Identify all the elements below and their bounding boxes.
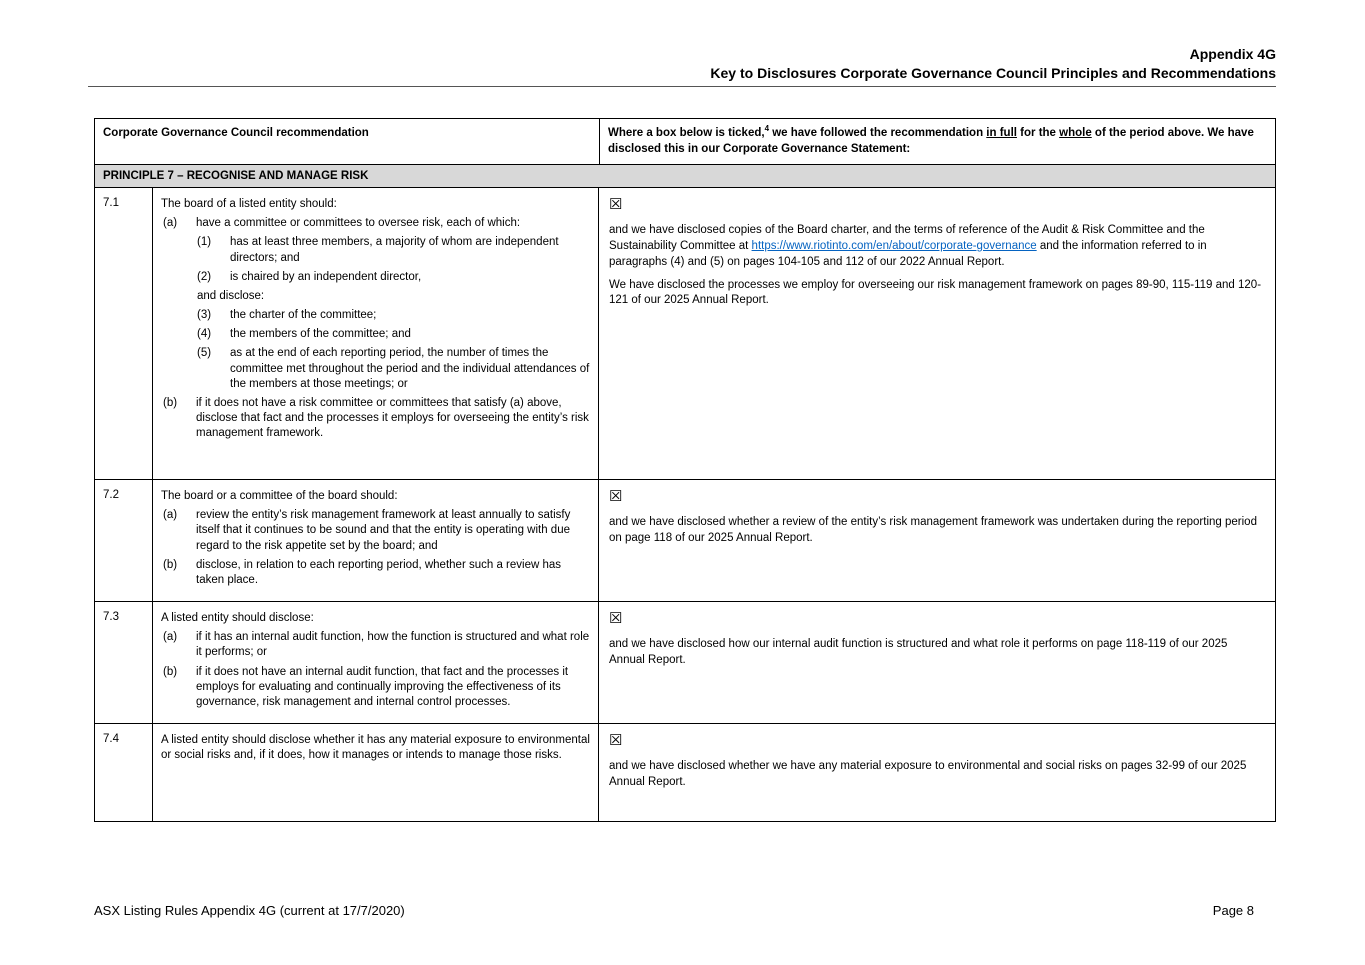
recommendation-line [163, 558, 590, 588]
row-number: 7.3 [95, 602, 153, 723]
recommendation-text: the charter of the committee; [230, 309, 377, 322]
list-item-label: (5) [197, 347, 212, 360]
document-title: Key to Disclosures Corporate Governance Council Principles and Recommendations [710, 64, 1276, 81]
recommendation-line [163, 508, 590, 554]
list-item-label: (a) [163, 217, 178, 230]
text-segment: and we have disclosed copies of the Board charter, and the terms of reference of the Audit & Risk Committee and the Sustainability Committee at [609, 224, 1205, 252]
disclosure-table [94, 118, 1276, 822]
recommendation-line [161, 489, 590, 504]
recommendation-text: disclose, in relation to each reporting period, whether such a review has taken place. [196, 558, 562, 586]
text-segment: and we have disclosed whether a review of the entity’s risk management framework was undertaken during the reporting period on page 118 of our 2025 Annual Report. [609, 516, 1257, 544]
row-number: 7.2 [95, 480, 153, 601]
recommendation-cell [153, 724, 599, 821]
checked-checkbox-icon: ☒ [609, 196, 623, 214]
recommendation-line [197, 270, 590, 285]
appendix-title: Appendix 4G [1189, 46, 1276, 62]
footer-left: ASX Listing Rules Appendix 4G (current at 17/7/2020) [94, 903, 405, 918]
recommendation-cell [153, 188, 599, 479]
recommendation-line [161, 197, 590, 212]
list-item-label: (4) [197, 328, 212, 341]
recommendation-text: have a committee or committees to oversee risk, each of which: [196, 217, 521, 230]
list-item-label: (b) [163, 558, 178, 571]
principle-banner: PRINCIPLE 7 – RECOGNISE AND MANAGE RISK [95, 164, 1275, 187]
list-item-label: (a) [163, 631, 178, 644]
disclosure-paragraph [609, 515, 1265, 547]
checked-checkbox-icon: ☒ [609, 610, 623, 628]
disclosure-paragraph [609, 637, 1265, 669]
recommendation-line [161, 733, 590, 763]
disclosure-cell [599, 602, 1275, 723]
row-number: 7.1 [95, 188, 153, 479]
recommendation-text: if it does not have an internal audit function, that fact and the processes it employs for evaluating and continually improving the effectiveness of its governance, risk management and internal control processes. [196, 665, 569, 708]
recommendation-text: as at the end of each reporting period, the number of times the committee met throughout the period and the individual attendances of the members at those meetings; or [230, 347, 590, 390]
text-segment: for the [1016, 127, 1060, 139]
recommendation-text: The board or a committee of the board should: [161, 490, 398, 503]
text-segment: We have disclosed the processes we employ for overseeing our risk management framework on pages 89-90, 115-119 and 120-121 of our 2025 Annual Report. [609, 278, 1262, 307]
table-header-row [95, 119, 1275, 164]
footer-right: Page 8 [1212, 903, 1254, 918]
disclosure-paragraph [609, 759, 1265, 791]
underlined-text: in full [986, 127, 1017, 139]
disclosure-paragraph [609, 223, 1265, 271]
row-number: 7.4 [95, 724, 153, 821]
recommendation-line [197, 327, 590, 342]
footnote-reference: 4 [764, 124, 770, 134]
recommendation-cell [153, 480, 599, 601]
text-segment: and the information referred to in paragraphs (4) and (5) on pages 104-105 and 112 of our 2022 Annual Report. [609, 239, 1207, 268]
list-item-label: (b) [163, 665, 178, 678]
text-segment: Where a box below is ticked, [608, 127, 765, 139]
recommendation-text: has at least three members, a majority of whom are independent directors; and [230, 236, 559, 264]
list-item-label: (a) [163, 509, 178, 522]
checked-checkbox-icon: ☒ [609, 488, 623, 506]
header-divider [88, 86, 1276, 87]
text-segment: and we have disclosed how our internal audit function is structured and what role it performs on page 118-119 of our 2025 Annual Report. [609, 638, 1228, 666]
table-row [95, 479, 1275, 601]
recommendation-column-header: Corporate Governance Council recommendation [95, 119, 600, 164]
text-segment: of the period above. We have disclosed this in our Corporate Governance Statement: [608, 127, 1254, 155]
recommendation-line [163, 665, 590, 711]
checked-checkbox-icon: ☒ [609, 732, 623, 750]
recommendation-line [163, 396, 590, 442]
disclosure-cell [599, 188, 1275, 479]
underlined-text: whole [1059, 127, 1092, 139]
recommendation-text: if it has an internal audit function, how the function is structured and what role it performs; or [196, 631, 590, 659]
recommendation-text: and disclose: [197, 289, 265, 302]
page-footer [94, 903, 1254, 918]
text-segment: and we have disclosed whether we have any material exposure to environmental and social risks on pages 32-99 of our 2025 Annual Report. [609, 760, 1247, 788]
recommendation-text: the members of the committee; and [230, 328, 411, 341]
text-segment: we have followed the recommendation [769, 127, 987, 139]
table-row [95, 723, 1275, 821]
list-item-label: (2) [197, 270, 212, 283]
disclosure-paragraph [609, 278, 1265, 310]
hyperlink[interactable]: https://www.riotinto.com/en/about/corporate-governance [751, 239, 1037, 252]
recommendation-line [163, 216, 590, 231]
recommendation-text: The board of a listed entity should: [161, 198, 337, 211]
recommendation-line [197, 308, 590, 323]
recommendation-line [197, 289, 590, 304]
disclosure-column-header [600, 119, 1275, 164]
list-item-label: (3) [197, 309, 212, 322]
recommendation-text: A listed entity should disclose: [161, 612, 314, 625]
recommendation-cell [153, 602, 599, 723]
list-item-label: (1) [197, 236, 212, 249]
recommendation-line [197, 235, 590, 265]
recommendation-line [163, 630, 590, 660]
list-item-label: (b) [163, 396, 178, 409]
recommendation-line [161, 611, 590, 626]
disclosure-cell [599, 480, 1275, 601]
recommendation-text: if it does not have a risk committee or committees that satisfy (a) above, disclose that fact and the processes it employs for overseeing the entity’s risk management framework. [196, 396, 589, 440]
recommendation-line [197, 346, 590, 392]
table-row [95, 601, 1275, 723]
recommendation-text: A listed entity should disclose whether it has any material exposure to environmental or social risks and, if it does, how it manages or intends to manage those risks. [161, 734, 590, 762]
recommendation-text: review the entity’s risk management framework at least annually to satisfy itself that it continues to be sound and that the entity is operating with due regard to the risk appetite set by the board; and [196, 509, 571, 552]
table-row [95, 187, 1275, 479]
page-header [710, 45, 1276, 83]
disclosure-cell [599, 724, 1275, 821]
recommendation-text: is chaired by an independent director, [230, 270, 422, 283]
